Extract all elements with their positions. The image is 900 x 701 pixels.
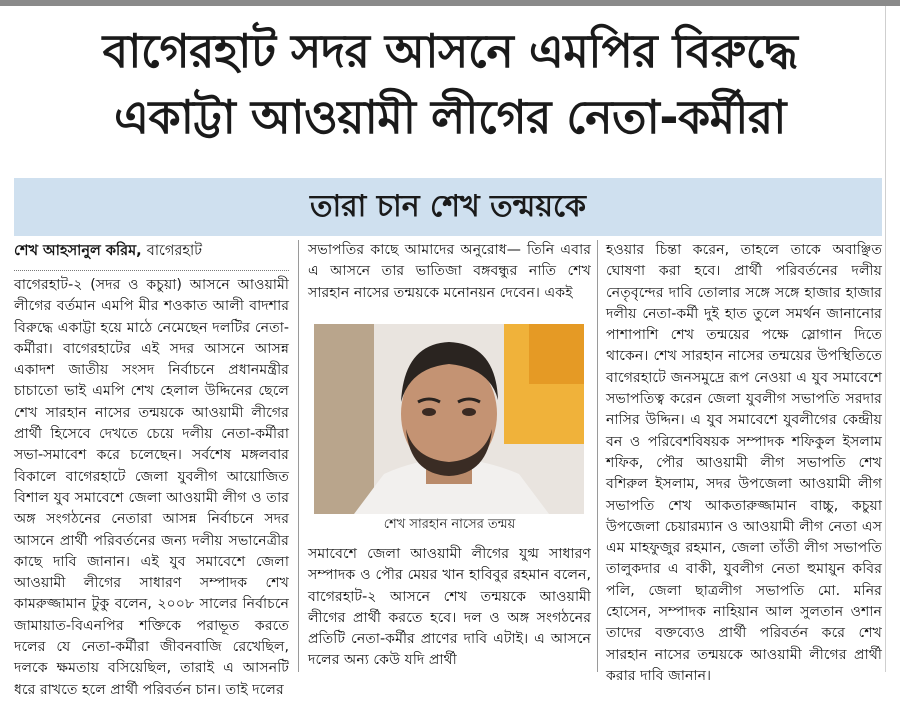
subheadline-band [14,178,882,236]
headline-line-2: একাট্টা আওয়ামী লীগের নেতা-কর্মীরা [113,90,787,144]
article-column-3 [606,240,882,687]
article-photo [314,324,584,514]
portrait-image [314,324,584,514]
article-column-1 [14,240,289,701]
article-column-2 [308,240,591,304]
right-margin [885,6,900,672]
headline-line-1: বাগেরহাট সদর আসনে এমপির বিরুদ্ধে [102,24,798,78]
article-paragraph: সমাবেশে জেলা আওয়ামী লীগের যুগ্ম সাধারণ সম্পাদক ও পৌর মেয়র খান হাবিবুর রহমান বলেন, বাগেরহাট-২ আসনে শেখ তন্ময়কে আওয়ামী লীগের প্রার্থী করতে হবে। দল ও অঙ্গ সংগঠনের প্রতিটি নেতা-কর্মীর প্রাণের দাবি এটাই। এ আসনে দলের অন্য কেউ যদি প্রার্থী [308,546,591,669]
column-divider [597,240,598,672]
article-paragraph: সভাপতির কাছে আমাদের অনুরোধ— তিনি এবার এ আসনে তার ভাতিজা বঙ্গবন্ধুর নাতি শেখ সারহান নাসের তন্ময়কে মনোনয়ন দেবেন। একই [308,242,591,301]
article-paragraph: হওয়ার চিন্তা করেন, তাহলে তাকে অবাঞ্ছিত ঘোষণা করা হবে। প্রার্থী পরিবর্তনের দলীয় নেতৃবৃন্দের দাবি তোলার সঙ্গে সঙ্গে হাজার হাজার দলীয় নেতা-কর্মী দুই হাত তুলে সমর্থন জানানোর পাশাপাশি শেখ তন্ময়ের পক্ষে স্লোগান দিতে থাকেন। শেখ সারহান নাসের তন্ময়ের উপস্থিতিতে বাগেরহাটে জনসমুদ্রে রূপ নেওয়া এ যুব সমাবেশে সভাপতিত্ব করেন জেলা যুবলীগ সভাপতি সরদার নাসির উদ্দিন। এ যুব সমাবেশে যুবলীগের কেন্দ্রীয় বন ও পরিবেশবিষয়ক সম্পাদক শফিকুল ইসলাম শফিক, পৌর আওয়ামী লীগ সভাপতি শেখ বশিরুল ইসলাম, সদর উপজেলা আওয়ামী লীগ সভাপতি শেখ আকতারুজ্জামান বাচ্চু, কচুয়া উপজেলা চেয়ারম্যান ও আওয়ামী লীগ নেতা এস এম মাহফুজুর রহমান, জেলা তাঁতী লীগ সভাপতি তালুকদার এ বাকী, যুবলীগ নেতা হুমায়ুন কবির পলি, জেলা ছাত্রলীগ সভাপতি মো. মনির হোসেন, সম্পাদক নাহিয়ান আল সুলতান ওশান তাদের বক্তব্যেও প্রার্থী পরিবর্তন করে শেখ সারহান নাসের তন্ময়কে আওয়ামী লীগের প্রার্থী করার দাবি জানান। [606,242,882,684]
subheadline: তারা চান শেখ তন্ময়কে [309,189,587,224]
headline [14,18,886,150]
column-divider [298,240,299,672]
byline-location: বাগেরহাট [146,243,203,259]
byline-author: শেখ আহসানুল করিম, [14,243,142,259]
top-rule [0,0,900,6]
byline [14,240,289,271]
left-margin [0,6,14,672]
photo-caption: শেখ সারহান নাসের তন্ময় [383,517,516,532]
article-paragraph: বাগেরহাট-২ (সদর ও কচুয়া) আসনে আওয়ামী লীগের বর্তমান এমপি মীর শওকাত আলী বাদশার বিরুদ্ধে একাট্টা হয়ে মাঠে নেমেছেন দলটির নেতা-কর্মীরা। বাগেরহাটের এই সদর আসনে আসন্ন একাদশ জাতীয় সংসদ নির্বাচনে প্রধানমন্ত্রীর চাচাতো ভাই এমপি শেখ হেলাল উদ্দিনের ছেলে শেখ সারহান নাসের তন্ময়কে আওয়ামী লীগের প্রার্থী হিসেবে দেখতে চেয়ে দলীয় নেতা-কর্মীরা সভা-সমাবেশ করে চলেছেন। সর্বশেষ মঙ্গলবার বিকালে বাগেরহাটে জেলা যুবলীগ আয়োজিত বিশাল যুব সমাবেশে জেলা আওয়ামী লীগ ও তার অঙ্গ সংগঠনের নেতারা আসন্ন নির্বাচনে সদর আসনে প্রার্থী পরিবর্তনের জন্য দলীয় সভানেত্রীর কাছে দাবি জানান। এই যুব সমাবেশে জেলা আওয়ামী লীগের সাধারণ সম্পাদক শেখ কামরুজ্জামান টুকু বলেন, ২০০৮ সালের নির্বাচনে জামায়াত-বিএনপির শক্তিকে পরাভূত করতে দলের যে নেতা-কর্মীরা জীবনবাজি রেখেছিল, দলকে ক্ষমতায় বসিয়েছিল, তারাই এ আসনটি ধরে রাখতে হলে প্রার্থী পরিবর্তন চান। তাই দলের [14,277,289,698]
article-column-2-continued [308,544,591,672]
